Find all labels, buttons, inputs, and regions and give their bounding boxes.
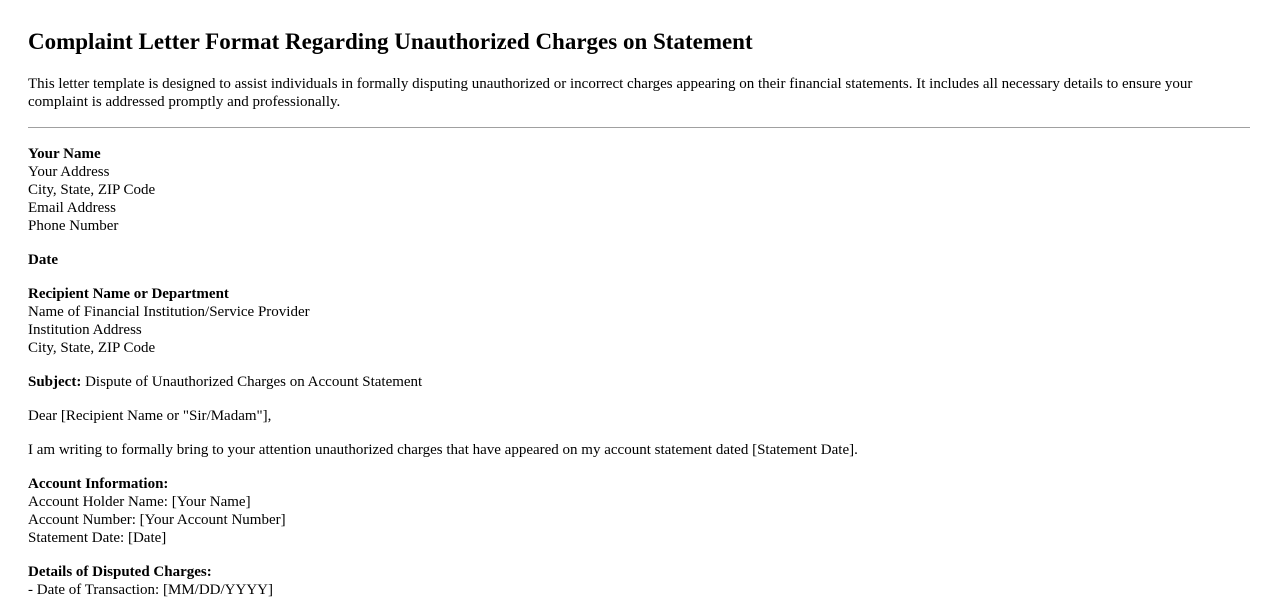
date-block (28, 251, 1250, 269)
account-number: Account Number: [Your Account Number] (28, 512, 286, 528)
recipient-block (28, 285, 1250, 357)
transaction-date-item: - Date of Transaction: [MM/DD/YYYY] (28, 582, 273, 598)
salutation: Dear [Recipient Name or "Sir/Madam"], (28, 408, 272, 424)
sender-block (28, 145, 1250, 235)
account-holder: Account Holder Name: [Your Name] (28, 494, 251, 510)
sender-address: Your Address (28, 164, 110, 180)
divider (28, 127, 1250, 128)
letter-date: Date (28, 252, 58, 268)
disputed-charges-heading: Details of Disputed Charges: (28, 564, 212, 580)
statement-date: Statement Date: [Date] (28, 530, 167, 546)
page-title: Complaint Letter Format Regarding Unauthorized Charges on Statement (28, 29, 753, 54)
recipient-city: City, State, ZIP Code (28, 340, 156, 356)
sender-name: Your Name (28, 146, 101, 162)
recipient-name: Recipient Name or Department (28, 286, 229, 302)
recipient-institution: Name of Financial Institution/Service Provider (28, 304, 310, 320)
subject-line (28, 373, 1250, 391)
letter-body (28, 145, 1250, 615)
subject-text: Dispute of Unauthorized Charges on Account Statement (81, 374, 423, 390)
intro-paragraph: This letter template is designed to assist individuals in formally disputing unauthorized or incorrect charges appearing on their financial statements. It includes all necessary details to ensure your complaint is addressed promptly and professionally. (28, 76, 1193, 110)
opening-paragraph: I am writing to formally bring to your attention unauthorized charges that have appeared on my account statement dated [Statement Date]. (28, 442, 858, 458)
sender-phone: Phone Number (28, 218, 119, 234)
disputed-charges-block (28, 563, 1250, 599)
sender-city: City, State, ZIP Code (28, 182, 156, 198)
recipient-address: Institution Address (28, 322, 142, 338)
sender-email: Email Address (28, 200, 116, 216)
account-info-heading: Account Information: (28, 476, 169, 492)
subject-label: Subject: (28, 374, 82, 390)
account-info-block (28, 475, 1250, 547)
